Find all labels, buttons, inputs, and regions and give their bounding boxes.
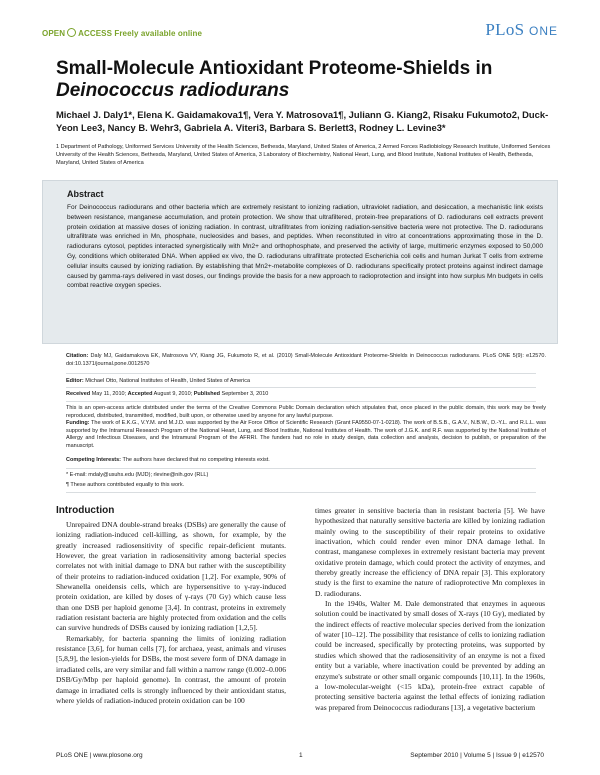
divider [66,373,536,374]
dates: Received May 11, 2010; Accepted August 9, 2010; Published September 3, 2010 [66,391,269,397]
paragraph: Remarkably, for bacteria spanning the limits of ionizing radiation resistance [3,6], for human cells [7], for archaea, yeast, animals and viruses [5,8,9], the lesion-yields for DSBs, the most severe form of DNA damage in irradiated cells, are very similar and fall within a narrow range (0.002–0.006 DSB/Gy/Mbp per haploid genome). In contrast, the amount of protein damage in irradiated cells is strongly influenced by their antioxidant status, where yields of radiation-induced protein oxidation can be 100 [56,633,286,705]
divider [66,401,536,402]
divider [66,387,536,388]
copyright: This is an open-access article distributed under the terms of the Creative Commons Public Domain declaration which stipulates that, once placed in the public domain, this work may be freely reproduced, distributed, transmitted, modified, built upon, or otherwise used by anyone for any lawful purpose. [66,405,546,419]
funding: Funding: The work of E.K.G., V.Y.M. and M.J.D. was supported by the Air Force Office of Scientific Research (Grant FA9550-07-1-0218). The work of B.S.B., G.A.V., N.B.W., D.-Y.L. and R.L.L. was supported by the Intramural Research Program of the National Heart, Lung, and Blood Institute, National Institutes of Health. The work of J.G.K. and R.F. was supported by the National Institute of Allergy and Infectious Diseases, and the Intramural Program of the AFRRI. The funders had no role in study design, data collection and analysis, decision to publish, or preparation of the manuscript. [66,420,546,449]
article-title: Small-Molecule Antioxidant Proteome-Shields in Deinococcus radiodurans [56,58,493,101]
body-column-right [315,506,545,742]
abstract-heading: Abstract [67,189,104,199]
abstract-text: For Deinococcus radiodurans and other bacteria which are extremely resistant to ionizing radiation, ultraviolet radiation, and desiccation, a mechanistic link exists between resistance, manganese accumulation, and protein protection. We show that ultrafiltered, protein-free preparations of D. radiodurans cell extracts prevent protein oxidation at massive doses of ionizing radiation. In contrast, ultrafiltrates from ionizing radiation-sensitive bacteria were not protective. The D. radiodurans ultrafiltrate was enriched in Mn, phosphate, nucleosides and bases, and peptides. When reconstituted in vitro at concentrations approximating those in the D. radiodurans cytosol, peptides interacted synergistically with Mn2+ and orthophosphate, and preserved the activity of large, multimeric enzymes exposed to 50,000 Gy, conditions which obliterated DNA. When applied ex vivo, the D. radiodurans ultrafiltrate protected Escherichia coli cells and human Jurkat T cells from extreme cellular insults caused by ionizing radiation. By establishing that Mn2+-metabolite complexes of D. radiodurans specifically protect proteins against indirect damage caused by gamma-rays delivered in vast doses, our findings provide the basis for a new approach to radioprotection and insight into how surplus Mn budgets in cells combat reactive oxygen species. [67,204,543,290]
journal-header [42,20,558,42]
open-access-lock-icon [67,28,76,37]
paragraph: Unrepaired DNA double-strand breaks (DSBs) are generally the cause of ionizing radiation-induced cell-killing, as shown, for example, by the greatly increased radiosensitivity of specific repair-deficient mutants. However, the great variation in radiosensitivity among bacterial species correlates not with initial damage to DNA but rather with the susceptibility of their proteins to radiation-induced oxidation [1,2]. For example, 90% of Shewanella oneidensis cells, which are hypersensitive to γ-ray-induced protein oxidation, are killed by doses of γ-rays (70 Gy) which cause less than one DSB per haploid genome [3,4]. In contrast, proteins in extremely radiation resistant bacteria are highly protected from oxidation and the cells can survive hundreds of DSBs caused by ionizing radiation [1,2,5]. [56,520,286,633]
footer-issue: September 2010 | Volume 5 | Issue 9 | e12570 [410,752,544,759]
footer-journal: PLoS ONE | www.plosone.org [56,752,143,759]
correspondence-email[interactable]: * E-mail: mdaly@usuhs.edu (MJD); rlevine@nih.gov (RLL) [66,472,209,478]
citation: Citation: Daly MJ, Gaidamakova EK, Matrosova VY, Kiang JG, Fukumoto R, et al. (2010) Small-Molecule Antioxidant Proteome-Shields in Deinococcus radiodurans. PLoS ONE 5(9): e12570. doi:10.1371/journal.pone.0012570 [66,353,546,367]
section-heading-introduction: Introduction [56,505,115,516]
divider [66,492,536,493]
abstract-box [42,180,558,344]
editor: Editor: Michael Otto, National Institutes of Health, United States of America [66,378,251,384]
open-access-badge: OPEN ACCESS Freely available online [42,29,203,38]
page-number: 1 [299,752,303,759]
equal-contribution-note: ¶ These authors contributed equally to this work. [66,482,185,488]
paragraph: times greater in sensitive bacteria than in resistant bacteria [5]. We have hypothesized that naturally sensitive bacteria are killed by ionizing radiation mainly owing to the susceptibility of their repair proteins to oxidative inactivation, which could render even minor DNA damage lethal. In contrast, manganese complexes in extremely resistant bacteria may prevent oxidative protein damage, which could protect the activity of enzymes, and thereby greatly increase the efficiency of DNA repair [3]. This exploratory study is the first to examine the nature of radioprotective Mn complexes in D. radiodurans. [315,506,545,598]
competing-interests: Competing Interests: The authors have declared that no competing interests exist. [66,457,270,463]
author-list: Michael J. Daly1*, Elena K. Gaidamakova1¶, Vera Y. Matrosova1¶, Juliann G. Kiang2, Risaku Fukumoto2, Duck-Yeon Lee3, Nancy B. Wehr3, Gabriela A. Viteri3, Barbara S. Berlett3, Rodney L. Levine3* [56,109,549,133]
journal-logo: PLoS ONE [485,20,558,39]
body-column-left [56,520,286,742]
affiliations: 1 Department of Pathology, Uniformed Services University of the Health Sciences, Bethesda, Maryland, United States of America, 2 Armed Forces Radiobiology Research Institute, Uniformed Services University of the Health Sciences, Bethesda, Maryland, United States of America, 3 Laboratory of Biochemistry, National Heart, Lung, and Blood Institute, National Institutes of Health, Bethesda, Maryland, United States of America [56,144,551,166]
paragraph: In the 1940s, Walter M. Dale demonstrated that enzymes in aqueous solution could be inactivated by small doses of X-rays (10 Gy), mediated by the indirect effects of reactive molecular species derived from the ionization of water [10–12]. The possibility that resistance of cells to ionizing radiation could be increased, specifically by protecting proteins, was supported by studies which showed that the radiosensitivity of an enzyme is not a fixed entity but a variable, where inactivation could be prevented by adding an enzyme's substrate or other small organic compounds [10,11]. In the 1960s, a low-molecular-weight (<15 kDa), protein-free extract capable of protecting sensitive bacteria against the lethal effects of ionizing radiation was prepared from Deinococcus radiodurans [13], a vegetative bacterium [315,599,545,712]
divider [66,468,536,469]
